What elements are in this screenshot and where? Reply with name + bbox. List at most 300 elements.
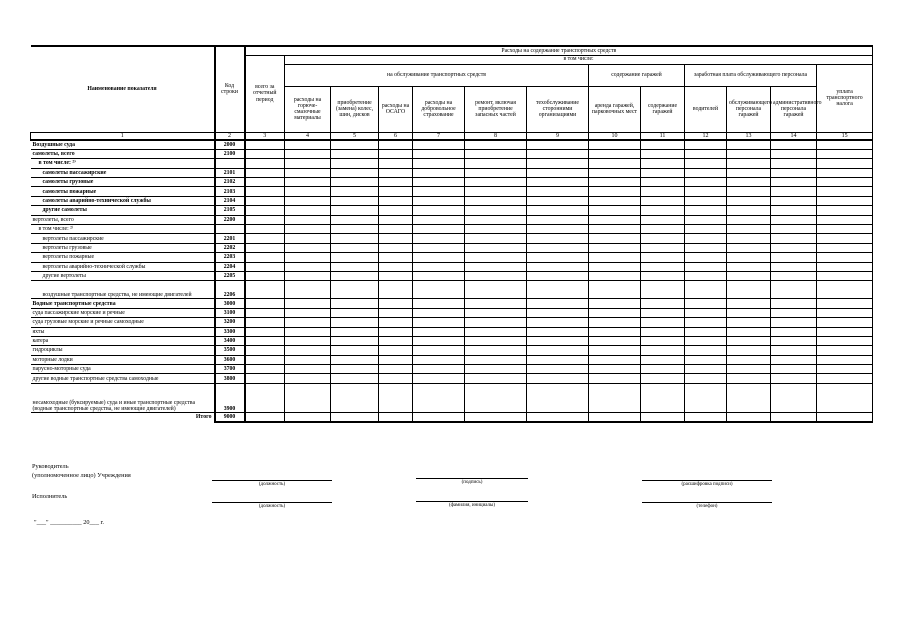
value-cell[interactable] (331, 336, 379, 345)
value-cell[interactable] (331, 355, 379, 364)
value-cell[interactable] (817, 365, 873, 374)
value-cell[interactable] (641, 262, 685, 271)
value-cell[interactable] (817, 168, 873, 177)
value-cell[interactable] (817, 215, 873, 224)
value-cell[interactable] (771, 253, 817, 262)
value-cell[interactable] (771, 168, 817, 177)
value-cell[interactable] (465, 159, 527, 168)
value-cell[interactable] (685, 168, 727, 177)
value-cell[interactable] (465, 336, 527, 345)
value-cell[interactable] (465, 318, 527, 327)
value-cell[interactable] (589, 225, 641, 234)
value-cell[interactable] (771, 383, 817, 412)
value-cell[interactable] (527, 178, 589, 187)
value-cell[interactable] (641, 365, 685, 374)
value-cell[interactable] (727, 299, 771, 308)
value-cell[interactable] (771, 178, 817, 187)
value-cell[interactable] (527, 318, 589, 327)
value-cell[interactable] (527, 355, 589, 364)
value-cell[interactable] (285, 412, 331, 421)
value-cell[interactable] (465, 206, 527, 215)
value-cell[interactable] (685, 374, 727, 383)
value-cell[interactable] (817, 327, 873, 336)
value-cell[interactable] (641, 346, 685, 355)
value-cell[interactable] (527, 140, 589, 149)
value-cell[interactable] (245, 412, 285, 421)
value-cell[interactable] (527, 225, 589, 234)
value-cell[interactable] (465, 299, 527, 308)
value-cell[interactable] (685, 412, 727, 421)
value-cell[interactable] (641, 271, 685, 280)
value-cell[interactable] (685, 346, 727, 355)
value-cell[interactable] (589, 336, 641, 345)
value-cell[interactable] (465, 215, 527, 224)
value-cell[interactable] (465, 383, 527, 412)
value-cell[interactable] (685, 159, 727, 168)
value-cell[interactable] (379, 215, 413, 224)
value-cell[interactable] (331, 308, 379, 317)
value-cell[interactable] (285, 308, 331, 317)
value-cell[interactable] (589, 365, 641, 374)
value-cell[interactable] (771, 355, 817, 364)
value-cell[interactable] (379, 159, 413, 168)
value-cell[interactable] (285, 355, 331, 364)
value-cell[interactable] (331, 215, 379, 224)
value-cell[interactable] (245, 383, 285, 412)
value-cell[interactable] (685, 308, 727, 317)
value-cell[interactable] (641, 243, 685, 252)
value-cell[interactable] (413, 225, 465, 234)
value-cell[interactable] (817, 412, 873, 421)
value-cell[interactable] (413, 308, 465, 317)
value-cell[interactable] (771, 412, 817, 421)
value-cell[interactable] (641, 318, 685, 327)
value-cell[interactable] (817, 178, 873, 187)
value-cell[interactable] (245, 234, 285, 243)
value-cell[interactable] (331, 225, 379, 234)
value-cell[interactable] (727, 206, 771, 215)
value-cell[interactable] (331, 374, 379, 383)
value-cell[interactable] (413, 262, 465, 271)
value-cell[interactable] (771, 336, 817, 345)
value-cell[interactable] (245, 281, 285, 299)
value-cell[interactable] (331, 206, 379, 215)
value-cell[interactable] (245, 346, 285, 355)
value-cell[interactable] (589, 374, 641, 383)
value-cell[interactable] (379, 327, 413, 336)
value-cell[interactable] (379, 365, 413, 374)
value-cell[interactable] (331, 253, 379, 262)
value-cell[interactable] (245, 299, 285, 308)
value-cell[interactable] (285, 234, 331, 243)
value-cell[interactable] (817, 346, 873, 355)
value-cell[interactable] (379, 412, 413, 421)
value-cell[interactable] (465, 346, 527, 355)
value-cell[interactable] (413, 243, 465, 252)
value-cell[interactable] (465, 262, 527, 271)
value-cell[interactable] (465, 149, 527, 158)
value-cell[interactable] (685, 187, 727, 196)
value-cell[interactable] (727, 281, 771, 299)
value-cell[interactable] (413, 346, 465, 355)
value-cell[interactable] (641, 308, 685, 317)
value-cell[interactable] (285, 346, 331, 355)
value-cell[interactable] (245, 318, 285, 327)
value-cell[interactable] (685, 225, 727, 234)
value-cell[interactable] (727, 225, 771, 234)
value-cell[interactable] (641, 383, 685, 412)
value-cell[interactable] (641, 168, 685, 177)
value-cell[interactable] (727, 271, 771, 280)
value-cell[interactable] (771, 299, 817, 308)
value-cell[interactable] (527, 327, 589, 336)
value-cell[interactable] (285, 178, 331, 187)
value-cell[interactable] (817, 196, 873, 205)
value-cell[interactable] (727, 346, 771, 355)
value-cell[interactable] (331, 412, 379, 421)
value-cell[interactable] (331, 318, 379, 327)
value-cell[interactable] (413, 271, 465, 280)
value-cell[interactable] (331, 346, 379, 355)
value-cell[interactable] (285, 318, 331, 327)
value-cell[interactable] (331, 299, 379, 308)
value-cell[interactable] (379, 168, 413, 177)
value-cell[interactable] (245, 149, 285, 158)
value-cell[interactable] (685, 243, 727, 252)
value-cell[interactable] (285, 159, 331, 168)
value-cell[interactable] (245, 271, 285, 280)
value-cell[interactable] (285, 271, 331, 280)
value-cell[interactable] (331, 140, 379, 149)
value-cell[interactable] (685, 253, 727, 262)
value-cell[interactable] (285, 327, 331, 336)
value-cell[interactable] (285, 336, 331, 345)
value-cell[interactable] (379, 196, 413, 205)
value-cell[interactable] (641, 234, 685, 243)
value-cell[interactable] (589, 299, 641, 308)
value-cell[interactable] (527, 365, 589, 374)
value-cell[interactable] (641, 149, 685, 158)
value-cell[interactable] (817, 374, 873, 383)
value-cell[interactable] (727, 243, 771, 252)
value-cell[interactable] (331, 243, 379, 252)
value-cell[interactable] (379, 374, 413, 383)
value-cell[interactable] (727, 234, 771, 243)
value-cell[interactable] (465, 327, 527, 336)
value-cell[interactable] (727, 412, 771, 421)
value-cell[interactable] (727, 149, 771, 158)
value-cell[interactable] (527, 412, 589, 421)
value-cell[interactable] (685, 262, 727, 271)
value-cell[interactable] (527, 308, 589, 317)
value-cell[interactable] (413, 168, 465, 177)
value-cell[interactable] (727, 374, 771, 383)
value-cell[interactable] (685, 234, 727, 243)
value-cell[interactable] (727, 318, 771, 327)
value-cell[interactable] (527, 149, 589, 158)
value-cell[interactable] (771, 225, 817, 234)
value-cell[interactable] (379, 243, 413, 252)
value-cell[interactable] (817, 308, 873, 317)
value-cell[interactable] (465, 281, 527, 299)
value-cell[interactable] (589, 346, 641, 355)
value-cell[interactable] (817, 234, 873, 243)
value-cell[interactable] (771, 262, 817, 271)
value-cell[interactable] (589, 168, 641, 177)
value-cell[interactable] (727, 215, 771, 224)
value-cell[interactable] (379, 206, 413, 215)
value-cell[interactable] (771, 308, 817, 317)
value-cell[interactable] (527, 299, 589, 308)
value-cell[interactable] (527, 271, 589, 280)
value-cell[interactable] (285, 253, 331, 262)
value-cell[interactable] (817, 281, 873, 299)
value-cell[interactable] (465, 308, 527, 317)
value-cell[interactable] (685, 281, 727, 299)
value-cell[interactable] (771, 243, 817, 252)
value-cell[interactable] (379, 234, 413, 243)
value-cell[interactable] (589, 196, 641, 205)
value-cell[interactable] (641, 178, 685, 187)
value-cell[interactable] (817, 383, 873, 412)
value-cell[interactable] (331, 196, 379, 205)
value-cell[interactable] (771, 318, 817, 327)
value-cell[interactable] (641, 215, 685, 224)
value-cell[interactable] (771, 215, 817, 224)
value-cell[interactable] (685, 299, 727, 308)
value-cell[interactable] (379, 178, 413, 187)
value-cell[interactable] (379, 225, 413, 234)
value-cell[interactable] (285, 215, 331, 224)
value-cell[interactable] (817, 253, 873, 262)
value-cell[interactable] (245, 178, 285, 187)
value-cell[interactable] (727, 140, 771, 149)
value-cell[interactable] (727, 383, 771, 412)
value-cell[interactable] (727, 327, 771, 336)
value-cell[interactable] (379, 383, 413, 412)
value-cell[interactable] (331, 159, 379, 168)
value-cell[interactable] (379, 271, 413, 280)
value-cell[interactable] (527, 383, 589, 412)
value-cell[interactable] (589, 159, 641, 168)
value-cell[interactable] (641, 336, 685, 345)
value-cell[interactable] (245, 336, 285, 345)
value-cell[interactable] (727, 365, 771, 374)
value-cell[interactable] (771, 374, 817, 383)
value-cell[interactable] (285, 281, 331, 299)
value-cell[interactable] (413, 281, 465, 299)
value-cell[interactable] (727, 196, 771, 205)
value-cell[interactable] (465, 243, 527, 252)
value-cell[interactable] (685, 318, 727, 327)
value-cell[interactable] (245, 262, 285, 271)
value-cell[interactable] (771, 159, 817, 168)
value-cell[interactable] (771, 365, 817, 374)
value-cell[interactable] (685, 383, 727, 412)
value-cell[interactable] (465, 140, 527, 149)
value-cell[interactable] (589, 318, 641, 327)
value-cell[interactable] (589, 215, 641, 224)
value-cell[interactable] (589, 327, 641, 336)
value-cell[interactable] (465, 374, 527, 383)
value-cell[interactable] (285, 196, 331, 205)
value-cell[interactable] (685, 355, 727, 364)
value-cell[interactable] (817, 262, 873, 271)
value-cell[interactable] (331, 187, 379, 196)
value-cell[interactable] (331, 383, 379, 412)
value-cell[interactable] (413, 327, 465, 336)
value-cell[interactable] (641, 187, 685, 196)
value-cell[interactable] (413, 178, 465, 187)
value-cell[interactable] (527, 281, 589, 299)
value-cell[interactable] (527, 253, 589, 262)
value-cell[interactable] (245, 206, 285, 215)
value-cell[interactable] (465, 365, 527, 374)
value-cell[interactable] (413, 383, 465, 412)
value-cell[interactable] (771, 271, 817, 280)
value-cell[interactable] (727, 187, 771, 196)
value-cell[interactable] (379, 187, 413, 196)
value-cell[interactable] (379, 281, 413, 299)
value-cell[interactable] (641, 327, 685, 336)
value-cell[interactable] (413, 336, 465, 345)
value-cell[interactable] (413, 253, 465, 262)
value-cell[interactable] (589, 383, 641, 412)
value-cell[interactable] (641, 206, 685, 215)
value-cell[interactable] (527, 346, 589, 355)
value-cell[interactable] (589, 262, 641, 271)
value-cell[interactable] (413, 159, 465, 168)
value-cell[interactable] (245, 253, 285, 262)
value-cell[interactable] (727, 168, 771, 177)
value-cell[interactable] (727, 159, 771, 168)
value-cell[interactable] (589, 243, 641, 252)
value-cell[interactable] (331, 234, 379, 243)
value-cell[interactable] (641, 159, 685, 168)
value-cell[interactable] (379, 308, 413, 317)
value-cell[interactable] (245, 327, 285, 336)
value-cell[interactable] (817, 225, 873, 234)
value-cell[interactable] (465, 355, 527, 364)
value-cell[interactable] (413, 355, 465, 364)
value-cell[interactable] (245, 159, 285, 168)
value-cell[interactable] (641, 140, 685, 149)
value-cell[interactable] (465, 271, 527, 280)
value-cell[interactable] (245, 225, 285, 234)
value-cell[interactable] (527, 206, 589, 215)
value-cell[interactable] (331, 178, 379, 187)
value-cell[interactable] (589, 253, 641, 262)
value-cell[interactable] (817, 159, 873, 168)
value-cell[interactable] (413, 196, 465, 205)
value-cell[interactable] (245, 168, 285, 177)
value-cell[interactable] (817, 206, 873, 215)
value-cell[interactable] (727, 178, 771, 187)
value-cell[interactable] (771, 196, 817, 205)
value-cell[interactable] (331, 168, 379, 177)
value-cell[interactable] (285, 365, 331, 374)
value-cell[interactable] (589, 149, 641, 158)
value-cell[interactable] (465, 178, 527, 187)
value-cell[interactable] (331, 281, 379, 299)
value-cell[interactable] (413, 365, 465, 374)
value-cell[interactable] (245, 365, 285, 374)
value-cell[interactable] (771, 149, 817, 158)
value-cell[interactable] (641, 355, 685, 364)
value-cell[interactable] (685, 215, 727, 224)
value-cell[interactable] (527, 374, 589, 383)
value-cell[interactable] (817, 140, 873, 149)
value-cell[interactable] (641, 374, 685, 383)
value-cell[interactable] (589, 187, 641, 196)
value-cell[interactable] (727, 336, 771, 345)
value-cell[interactable] (685, 140, 727, 149)
value-cell[interactable] (727, 355, 771, 364)
value-cell[interactable] (685, 196, 727, 205)
value-cell[interactable] (379, 346, 413, 355)
value-cell[interactable] (285, 383, 331, 412)
value-cell[interactable] (413, 318, 465, 327)
value-cell[interactable] (331, 149, 379, 158)
value-cell[interactable] (285, 243, 331, 252)
value-cell[interactable] (589, 281, 641, 299)
value-cell[interactable] (641, 225, 685, 234)
value-cell[interactable] (817, 271, 873, 280)
value-cell[interactable] (771, 327, 817, 336)
value-cell[interactable] (589, 355, 641, 364)
value-cell[interactable] (245, 215, 285, 224)
value-cell[interactable] (245, 355, 285, 364)
value-cell[interactable] (817, 243, 873, 252)
value-cell[interactable] (817, 355, 873, 364)
value-cell[interactable] (465, 225, 527, 234)
value-cell[interactable] (685, 365, 727, 374)
value-cell[interactable] (465, 196, 527, 205)
value-cell[interactable] (641, 196, 685, 205)
value-cell[interactable] (641, 299, 685, 308)
value-cell[interactable] (771, 346, 817, 355)
value-cell[interactable] (527, 234, 589, 243)
value-cell[interactable] (285, 374, 331, 383)
value-cell[interactable] (685, 178, 727, 187)
value-cell[interactable] (285, 168, 331, 177)
value-cell[interactable] (379, 140, 413, 149)
value-cell[interactable] (245, 140, 285, 149)
value-cell[interactable] (589, 178, 641, 187)
value-cell[interactable] (589, 308, 641, 317)
value-cell[interactable] (413, 187, 465, 196)
value-cell[interactable] (527, 262, 589, 271)
value-cell[interactable] (727, 262, 771, 271)
value-cell[interactable] (465, 253, 527, 262)
value-cell[interactable] (465, 168, 527, 177)
value-cell[interactable] (379, 318, 413, 327)
value-cell[interactable] (245, 243, 285, 252)
value-cell[interactable] (379, 336, 413, 345)
value-cell[interactable] (413, 215, 465, 224)
value-cell[interactable] (771, 281, 817, 299)
value-cell[interactable] (245, 187, 285, 196)
value-cell[interactable] (527, 215, 589, 224)
value-cell[interactable] (413, 374, 465, 383)
value-cell[interactable] (413, 299, 465, 308)
value-cell[interactable] (685, 206, 727, 215)
value-cell[interactable] (465, 187, 527, 196)
value-cell[interactable] (465, 412, 527, 421)
value-cell[interactable] (589, 412, 641, 421)
value-cell[interactable] (685, 336, 727, 345)
value-cell[interactable] (527, 243, 589, 252)
